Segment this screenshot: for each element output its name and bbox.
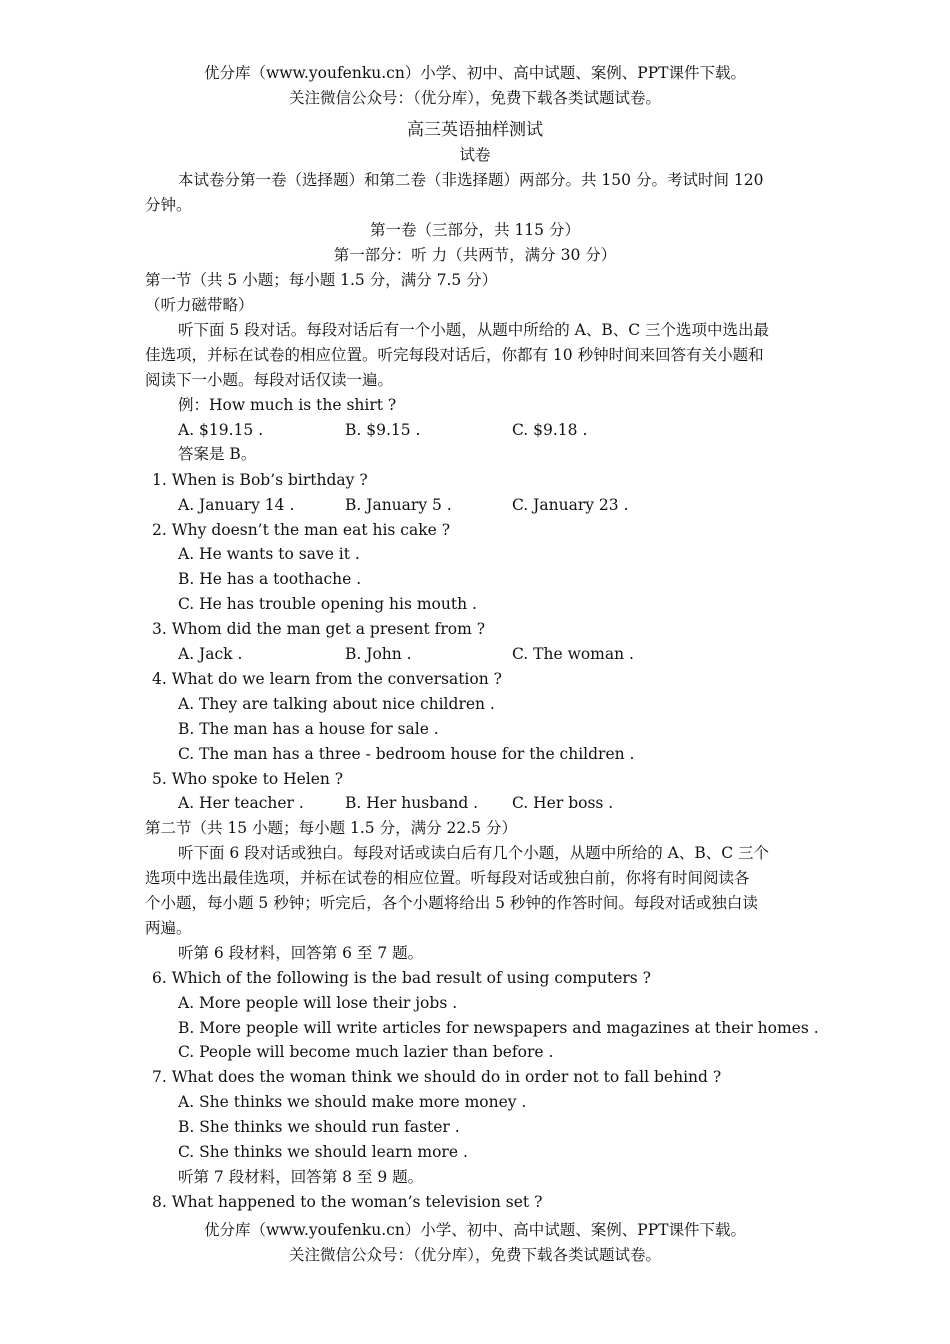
section2-instruction-2: 选项中选出最佳选项，并标在试卷的相应位置。听每段对话或独白前，你将有时间阅读各 bbox=[145, 869, 750, 887]
question-5-option-c: C. Her boss . bbox=[512, 794, 614, 812]
question-4: 4. What do we learn from the conversation ? bbox=[152, 670, 502, 688]
intro-line-1: 本试卷分第一卷（选择题）和第二卷（非选择题）两部分。共 150 分。考试时间 120 bbox=[178, 171, 764, 189]
question-3-option-c: C. The woman . bbox=[512, 645, 634, 663]
question-1: 1. When is Bob’s birthday ? bbox=[152, 471, 368, 489]
section2-instruction-3: 个小题，每小题 5 秒钟；听完后，各个小题将给出 5 秒钟的作答时间。每段对话或独白读 bbox=[145, 894, 758, 912]
question-7-option-b: B. She thinks we should run faster . bbox=[178, 1118, 460, 1136]
question-6-option-b: B. More people will write articles for newspapers and magazines at their homes . bbox=[178, 1019, 819, 1037]
question-1-option-c: C. January 23 . bbox=[512, 496, 629, 514]
example-option-b: B. $9.15 . bbox=[345, 421, 421, 439]
question-8: 8. What happened to the woman’s television set ? bbox=[152, 1193, 543, 1211]
question-5-option-b: B. Her husband . bbox=[345, 794, 479, 812]
section1-note: （听力磁带略） bbox=[145, 296, 254, 314]
material-6-note: 听第 6 段材料，回答第 6 至 7 题。 bbox=[178, 944, 424, 962]
header-ad-line-1: 优分库（www.youfenku.cn）小学、初中、高中试题、案例、PPT课件下载。 bbox=[203, 64, 747, 82]
question-3-option-a: A. Jack . bbox=[178, 645, 243, 663]
question-7-option-a: A. She thinks we should make more money . bbox=[178, 1093, 527, 1111]
question-4-option-c: C. The man has a three - bedroom house for the children . bbox=[178, 745, 635, 763]
question-3-option-b: B. John . bbox=[345, 645, 412, 663]
section2-instruction-4: 两遍。 bbox=[145, 919, 192, 937]
question-5: 5. Who spoke to Helen ? bbox=[152, 770, 344, 788]
footer-ad-line-1: 优分库（www.youfenku.cn）小学、初中、高中试题、案例、PPT课件下载。 bbox=[203, 1221, 747, 1239]
section1-instruction-1: 听下面 5 段对话。每段对话后有一个小题，从题中所给的 A、B、C 三个选项中选出最 bbox=[178, 321, 770, 339]
question-2: 2. Why doesn’t the man eat his cake ? bbox=[152, 521, 451, 539]
section1-title: 第一节（共 5 小题；每小题 1.5 分，满分 7.5 分） bbox=[145, 271, 498, 289]
section2-instruction-1: 听下面 6 段对话或独白。每段对话或读白后有几个小题，从题中所给的 A、B、C 三个 bbox=[178, 844, 770, 862]
section1-instruction-3: 阅读下一小题。每段对话仅读一遍。 bbox=[145, 371, 394, 389]
question-2-option-b: B. He has a toothache . bbox=[178, 570, 362, 588]
question-5-option-a: A. Her teacher . bbox=[178, 794, 304, 812]
example-option-c: C. $9.18 . bbox=[512, 421, 588, 439]
page-title: 高三英语抽样测试 bbox=[407, 120, 543, 140]
example-question: 例：How much is the shirt ? bbox=[178, 396, 397, 414]
part1-title: 第一卷（三部分，共 115 分） bbox=[370, 221, 580, 239]
question-2-option-c: C. He has trouble opening his mouth . bbox=[178, 595, 477, 613]
footer-ad-line-2: 关注微信公众号：（优分库），免费下载各类试题试卷。 bbox=[288, 1246, 661, 1264]
question-7-option-c: C. She thinks we should learn more . bbox=[178, 1143, 468, 1161]
example-answer: 答案是 B。 bbox=[178, 445, 257, 463]
question-6-option-a: A. More people will lose their jobs . bbox=[178, 994, 458, 1012]
header-ad-line-2: 关注微信公众号：（优分库），免费下载各类试题试卷。 bbox=[288, 89, 661, 107]
page-subtitle: 试卷 bbox=[459, 146, 491, 164]
question-2-option-a: A. He wants to save it . bbox=[178, 545, 360, 563]
part1-subtitle: 第一部分：听 力（共两节，满分 30 分） bbox=[333, 246, 617, 264]
question-4-option-a: A. They are talking about nice children . bbox=[178, 695, 495, 713]
question-4-option-b: B. The man has a house for sale . bbox=[178, 720, 439, 738]
question-1-option-b: B. January 5 . bbox=[345, 496, 452, 514]
question-7: 7. What does the woman think we should do in order not to fall behind ? bbox=[152, 1068, 722, 1086]
question-1-option-a: A. January 14 . bbox=[178, 496, 295, 514]
section1-instruction-2: 佳选项，并标在试卷的相应位置。听完每段对话后，你都有 10 秒钟时间来回答有关小题和 bbox=[145, 346, 764, 364]
question-6-option-c: C. People will become much lazier than before . bbox=[178, 1043, 554, 1061]
material-7-note: 听第 7 段材料，回答第 8 至 9 题。 bbox=[178, 1168, 424, 1186]
example-option-a: A. $19.15 . bbox=[178, 421, 264, 439]
question-3: 3. Whom did the man get a present from ? bbox=[152, 620, 486, 638]
question-6: 6. Which of the following is the bad result of using computers ? bbox=[152, 969, 651, 987]
section2-title: 第二节（共 15 小题；每小题 1.5 分，满分 22.5 分） bbox=[145, 819, 517, 837]
intro-line-2: 分钟。 bbox=[145, 196, 192, 214]
